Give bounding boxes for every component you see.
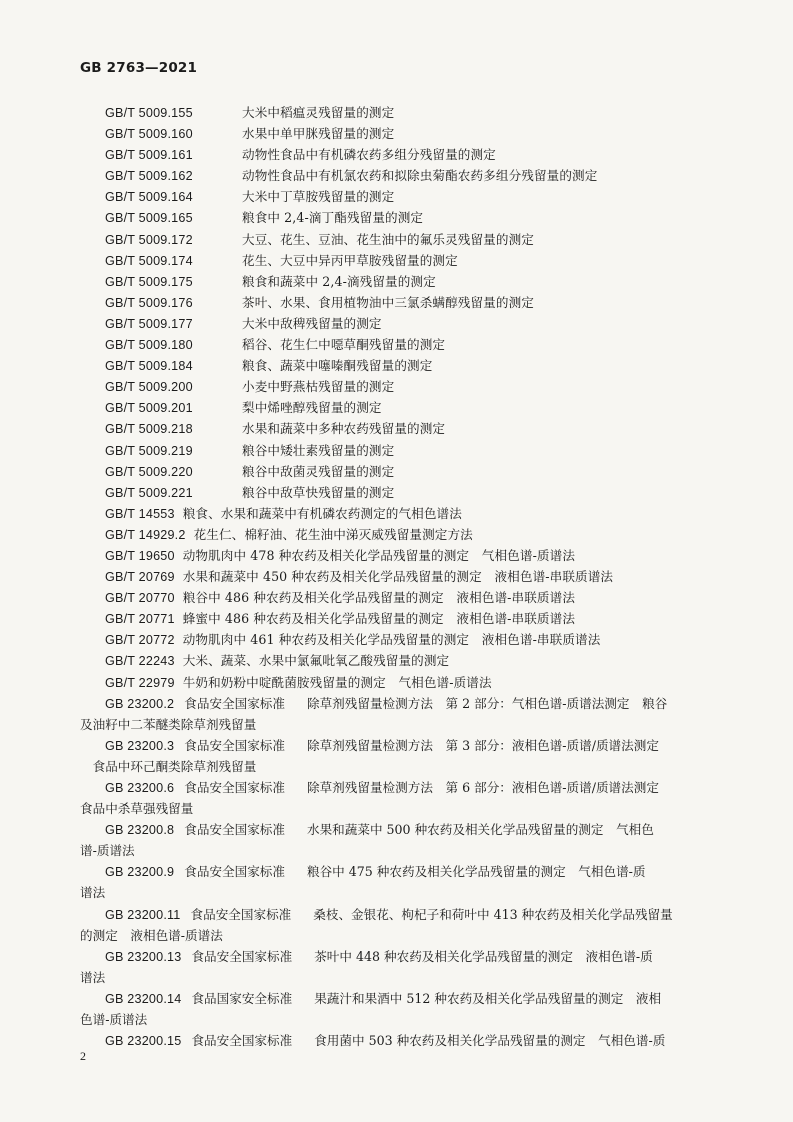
- reference-code: GB/T 5009.218: [105, 422, 193, 437]
- reference-title-line2: 及油籽中二苯醚类除草剂残留量: [80, 716, 257, 732]
- reference-title: 大豆、花生、豆油、花生油中的氟乐灵残留量的测定: [242, 231, 534, 247]
- reference-title: 粮食、蔬菜中噻嗪酮残留量的测定: [242, 358, 433, 374]
- reference-code: GB/T 5009.174: [105, 253, 193, 268]
- reference-title-line1: 除草剂残留量检测方法 第 3 部分：液相色谱-质谱/质谱法测定: [306, 737, 659, 753]
- reference-code: GB/T 5009.200: [105, 380, 193, 395]
- reference-title-line1: 茶叶中 448 种农药及相关化学品残留量的测定 液相色谱-质: [314, 948, 653, 964]
- reference-title: 花生、大豆中异丙甲草胺残留量的测定: [242, 252, 458, 268]
- reference-code: GB/T 5009.201: [105, 401, 193, 416]
- standard-category: 食品安全国家标准: [190, 906, 292, 922]
- reference-code: GB/T 22979: [105, 675, 175, 690]
- reference-code: GB/T 20771: [105, 612, 175, 627]
- reference-item: [80, 186, 720, 207]
- reference-item-multiline: [80, 1030, 720, 1072]
- standard-category: 食品安全国家标准: [184, 780, 285, 795]
- reference-title-line1: 除草剂残留量检测方法 第 6 部分：液相色谱-质谱/质谱法测定: [306, 780, 659, 795]
- reference-title: 水果和蔬菜中多种农药残留量的测定: [242, 421, 446, 437]
- reference-code: GB/T 5009.160: [105, 127, 193, 142]
- reference-code: GB 23200.6: [105, 781, 175, 795]
- reference-title: 动物肌肉中 461 种农药及相关化学品残留量的测定 液相色谱-串联质谱法: [182, 632, 601, 648]
- reference-code: GB/T 5009.176: [105, 295, 193, 310]
- reference-code: GB/T 5009.220: [105, 464, 193, 479]
- reference-code: GB/T 5009.155: [105, 106, 193, 120]
- reference-item: [80, 397, 720, 418]
- reference-item: [80, 418, 720, 439]
- reference-code: GB/T 20769: [105, 570, 175, 585]
- reference-title: 小麦中野燕枯残留量的测定: [242, 379, 395, 395]
- reference-title: 花生仁、棉籽油、花生油中涕灭威残留量测定方法: [193, 526, 473, 542]
- reference-title: 大米中敌稗残留量的测定: [242, 315, 382, 331]
- reference-title-line1: 果蔬汁和果酒中 512 种农药及相关化学品残留量的测定 液相: [314, 990, 662, 1006]
- reference-item: [80, 482, 720, 503]
- reference-title: 粮谷中 486 种农药及相关化学品残留量的测定 液相色谱-串联质谱法: [182, 590, 576, 606]
- standard-category: 食品安全国家标准: [191, 1033, 293, 1049]
- reference-code: GB/T 5009.180: [105, 338, 193, 353]
- reference-item: [80, 334, 720, 355]
- reference-code: GB/T 5009.172: [105, 232, 193, 247]
- reference-title-line2: [80, 1051, 720, 1072]
- reference-title: 粮谷中矮壮素残留量的测定: [242, 442, 395, 458]
- reference-code: GB/T 5009.165: [105, 211, 193, 226]
- reference-title: 梨中烯唑醇残留量的测定: [242, 400, 382, 416]
- reference-title-line1: 桑枝、金银花、枸杞子和荷叶中 413 种农药及相关化学品残留量: [313, 906, 673, 922]
- reference-item: [80, 313, 720, 334]
- standard-number-header: GB 2763—2021: [80, 60, 198, 76]
- reference-item: [80, 524, 720, 545]
- reference-item-multiline: [80, 904, 720, 946]
- reference-code: GB 23200.8: [105, 823, 175, 838]
- reference-code: GB/T 5009.175: [105, 274, 193, 289]
- reference-item: [80, 629, 720, 650]
- reference-title: 粮谷中敌菌灵残留量的测定: [242, 463, 395, 479]
- reference-code: GB/T 20772: [105, 633, 175, 648]
- reference-code: GB/T 19650: [105, 548, 175, 563]
- reference-title: 粮谷中敌草快残留量的测定: [242, 484, 395, 500]
- reference-item: [80, 123, 720, 144]
- reference-code: GB 23200.11: [105, 907, 181, 922]
- reference-item: [80, 650, 720, 671]
- reference-code: GB/T 5009.161: [105, 148, 193, 163]
- standard-category: 食品安全国家标准: [184, 695, 285, 711]
- reference-title: 牛奶和奶粉中啶酰菌胺残留量的测定 气相色谱-质谱法: [182, 674, 492, 690]
- reference-title: 动物肌肉中 478 种农药及相关化学品残留量的测定 气相色谱-质谱法: [182, 547, 576, 563]
- reference-item-multiline: [80, 735, 720, 777]
- reference-code: GB/T 22243: [105, 654, 175, 669]
- reference-title: 大米中丁草胺残留量的测定: [242, 189, 395, 205]
- reference-item: [80, 271, 720, 292]
- reference-code: GB/T 14929.2: [105, 527, 186, 542]
- page-number: 2: [80, 1049, 86, 1063]
- reference-code: GB/T 14553: [105, 506, 175, 521]
- standard-category: 食品安全国家标准: [184, 864, 285, 880]
- normative-references-list: [80, 102, 720, 1072]
- standard-category: 食品安全国家标准: [191, 948, 293, 964]
- reference-code: GB/T 5009.221: [105, 485, 193, 500]
- reference-title-line1: 食用菌中 503 种农药及相关化学品残留量的测定 气相色谱-质: [314, 1033, 666, 1049]
- reference-item: [80, 461, 720, 482]
- reference-item-multiline: [80, 693, 720, 735]
- reference-code: GB/T 5009.177: [105, 316, 193, 331]
- reference-item: [80, 102, 720, 123]
- reference-item: [80, 144, 720, 165]
- reference-item: [80, 207, 720, 228]
- reference-title: 大米、蔬菜、水果中氯氟吡氧乙酸残留量的测定: [182, 653, 450, 669]
- reference-title: 动物性食品中有机氯农药和拟除虫菊酯农药多组分残留量的测定: [242, 168, 598, 184]
- reference-code: GB/T 5009.164: [105, 190, 193, 205]
- reference-item: [80, 250, 720, 271]
- reference-item: [80, 503, 720, 524]
- reference-code: GB 23200.2: [105, 696, 175, 711]
- reference-title: 水果和蔬菜中 450 种农药及相关化学品残留量的测定 液相色谱-串联质谱法: [182, 569, 614, 585]
- reference-code: GB 23200.14: [105, 991, 182, 1006]
- reference-title-line1: 粮谷中 475 种农药及相关化学品残留量的测定 气相色谱-质: [306, 864, 646, 880]
- reference-item: [80, 608, 720, 629]
- reference-title: 稻谷、花生仁中噁草酮残留量的测定: [242, 337, 446, 353]
- reference-code: GB/T 20770: [105, 591, 175, 606]
- reference-item: [80, 587, 720, 608]
- reference-title-line1: 除草剂残留量检测方法 第 2 部分：气相色谱-质谱法测定 粮谷: [306, 695, 668, 711]
- reference-item: [80, 672, 720, 693]
- reference-code: GB 23200.15: [105, 1034, 182, 1049]
- reference-title-line2: 食品中杀草强残留量: [80, 801, 194, 817]
- reference-title: 粮食和蔬菜中 2,4-滴残留量的测定: [242, 273, 436, 289]
- reference-code: GB 23200.13: [105, 949, 182, 964]
- reference-title-line2: 的测定 液相色谱-质谱法: [80, 927, 223, 943]
- reference-title-line2: 食品中环己酮类除草剂残留量: [80, 758, 257, 774]
- reference-title: 粮食、水果和蔬菜中有机磷农药测定的气相色谱法: [182, 505, 462, 521]
- reference-title-line2: 谱法: [80, 885, 106, 901]
- reference-item-multiline: [80, 819, 720, 861]
- reference-code: GB 23200.3: [105, 738, 175, 753]
- reference-title: 粮食中 2,4-滴丁酯残留量的测定: [242, 210, 424, 226]
- reference-item: [80, 292, 720, 313]
- reference-item: [80, 165, 720, 186]
- reference-title: 水果中单甲脒残留量的测定: [242, 126, 395, 142]
- reference-code: GB 23200.9: [105, 865, 175, 880]
- reference-title: 蜂蜜中 486 种农药及相关化学品残留量的测定 液相色谱-串联质谱法: [182, 611, 576, 627]
- reference-item: [80, 440, 720, 461]
- reference-item: [80, 376, 720, 397]
- reference-title-line2: 谱-质谱法: [80, 843, 135, 859]
- reference-item-multiline: [80, 988, 720, 1030]
- standard-category: 食品安全国家标准: [184, 822, 285, 838]
- reference-item-multiline: [80, 861, 720, 903]
- reference-code: GB/T 5009.219: [105, 443, 193, 458]
- reference-item: [80, 566, 720, 587]
- reference-code: GB/T 5009.184: [105, 359, 193, 374]
- reference-title-line2: 谱法: [80, 969, 106, 985]
- standard-category: 食品国家安全标准: [191, 990, 293, 1006]
- reference-title: 茶叶、水果、食用植物油中三氯杀螨醇残留量的测定: [242, 294, 534, 310]
- reference-title-line2: 色谱-质谱法: [80, 1012, 148, 1028]
- reference-item-multiline: [80, 946, 720, 988]
- reference-item: [80, 545, 720, 566]
- standard-category: 食品安全国家标准: [184, 737, 285, 753]
- reference-title: 大米中稻瘟灵残留量的测定: [242, 105, 395, 120]
- reference-item: [80, 229, 720, 250]
- reference-item: [80, 355, 720, 376]
- reference-title: 动物性食品中有机磷农药多组分残留量的测定: [242, 147, 496, 163]
- reference-title-line1: 水果和蔬菜中 500 种农药及相关化学品残留量的测定 气相色: [306, 822, 654, 838]
- reference-item-multiline: [80, 777, 720, 819]
- reference-code: GB/T 5009.162: [105, 169, 193, 184]
